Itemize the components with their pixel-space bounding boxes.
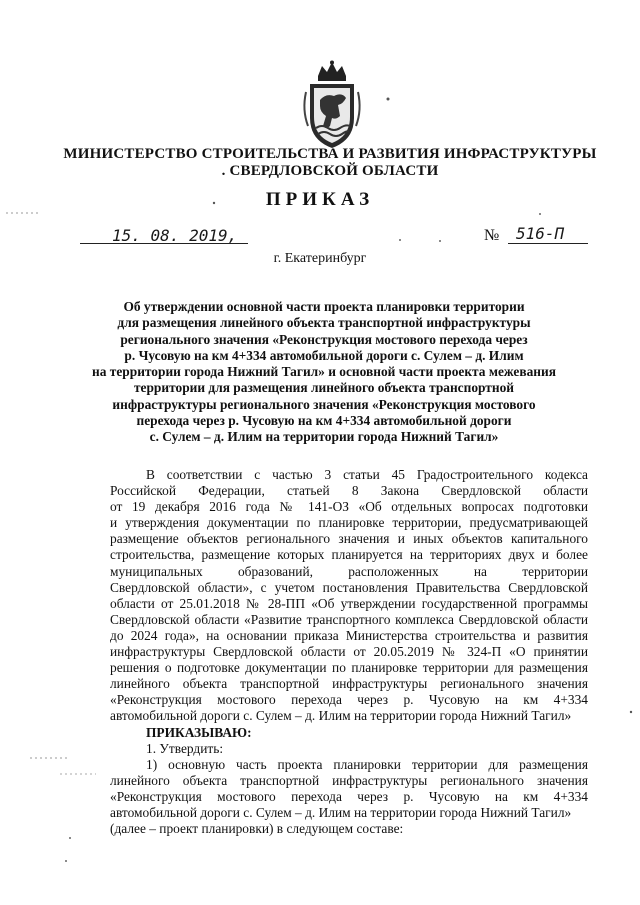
body-line: размещение объектов регионального значения и иных объектов капитального xyxy=(110,531,588,547)
subject-line: с. Сулем – д. Илим на территории города Нижний Тагил» xyxy=(149,429,499,445)
body-line: инфраструктуры Свердловской области от 20.05.2019 № 324-П «О принятии xyxy=(110,644,588,660)
item-1-1-line: «Реконструкция мостового перехода через р. Чусовую на км 4+334 xyxy=(110,788,588,804)
item-1-1-line: (далее – проект планировки) в следующем составе: xyxy=(110,821,404,837)
body-line: В соответствии с частью 3 статьи 45 Градостроительного кодекса xyxy=(146,467,588,482)
order-number-label: № xyxy=(484,227,500,244)
number-underline xyxy=(508,243,588,244)
body-line: от 19 декабря 2016 года № 141-ОЗ «Об отдельных вопросах подготовки xyxy=(110,499,588,515)
date-underline xyxy=(80,243,248,244)
body-line: и утверждения документации по планировке территории, предусматривающей xyxy=(110,515,588,531)
body-line: решения о подготовке документации по планировке территории для размещения xyxy=(110,660,588,676)
body-line: строительства, размещение которых планируется на территориях двух и более xyxy=(110,547,588,563)
body-line: «Реконструкция мостового перехода через р. Чусовую на км 4+334 xyxy=(110,692,588,708)
subject-line: инфраструктуры регионального значения «Реконструкция мостового xyxy=(112,396,536,412)
subject-line: территории для размещения линейного объекта транспортной xyxy=(133,380,515,396)
ministry-name-line2: . СВЕРДЛОВСКОЙ ОБЛАСТИ xyxy=(221,163,439,179)
subject-line: перехода через р. Чусовую на км 4+334 автомобильной дороги xyxy=(136,413,512,429)
ministry-name-line1: МИНИСТЕРСТВО СТРОИТЕЛЬСТВА И РАЗВИТИЯ ИНФРАСТРУКТУРЫ xyxy=(63,146,597,162)
order-date: 15. 08. 2019, xyxy=(112,226,238,245)
body-line: муниципальных образований, расположенных на территории xyxy=(110,563,588,579)
item-1-1-line: линейного объекта транспортной инфраструктуры регионального значения xyxy=(110,772,588,788)
order-subject xyxy=(60,299,588,446)
subject-line: р. Чусовую на км 4+334 автомобильной дороги с. Сулем – д. Илим xyxy=(124,347,524,363)
body-line: области от 25.01.2018 № 28-ПП «Об утверждении государственной программы xyxy=(110,595,588,611)
body-line: до 2024 года», на основании приказа Министерства строительства и развития xyxy=(110,627,588,643)
city-name: г. Екатеринбург xyxy=(273,251,367,266)
order-title: ПРИКАЗ xyxy=(265,189,375,210)
subject-line: регионального значения «Реконструкция мостового перехода через xyxy=(120,331,528,347)
coat-of-arms-emblem xyxy=(296,60,368,150)
item-1-1-line: автомобильной дороги с. Сулем – д. Илим на территории города Нижний Тагил» xyxy=(110,804,572,820)
subject-line: на территории города Нижний Тагил» и основной части проекта межевания xyxy=(92,364,556,380)
order-word: ПРИКАЗЫВАЮ: xyxy=(146,724,252,740)
body-line: Российской Федерации, статьей 8 Закона Свердловской области xyxy=(110,483,588,499)
order-body xyxy=(110,467,588,837)
order-number: 516-П xyxy=(516,224,565,243)
body-line: Свердловской области», с учетом постановления Правительства Свердловской xyxy=(110,579,588,595)
body-line: автомобильной дороги с. Сулем – д. Илим на территории города Нижний Тагил» xyxy=(110,708,572,724)
body-line: Свердловской области «Развитие транспортного комплекса Свердловской области xyxy=(110,611,588,627)
item-1-1-line: 1) основную часть проекта планировки территории для размещения xyxy=(146,756,588,772)
body-line: линейного объекта транспортной инфраструктуры регионального значения xyxy=(110,676,588,692)
subject-line: Об утверждении основной части проекта планировки территории xyxy=(123,299,525,314)
item-1: 1. Утвердить: xyxy=(146,740,224,756)
subject-line: для размещения линейного объекта транспортной инфраструктуры xyxy=(117,315,531,331)
